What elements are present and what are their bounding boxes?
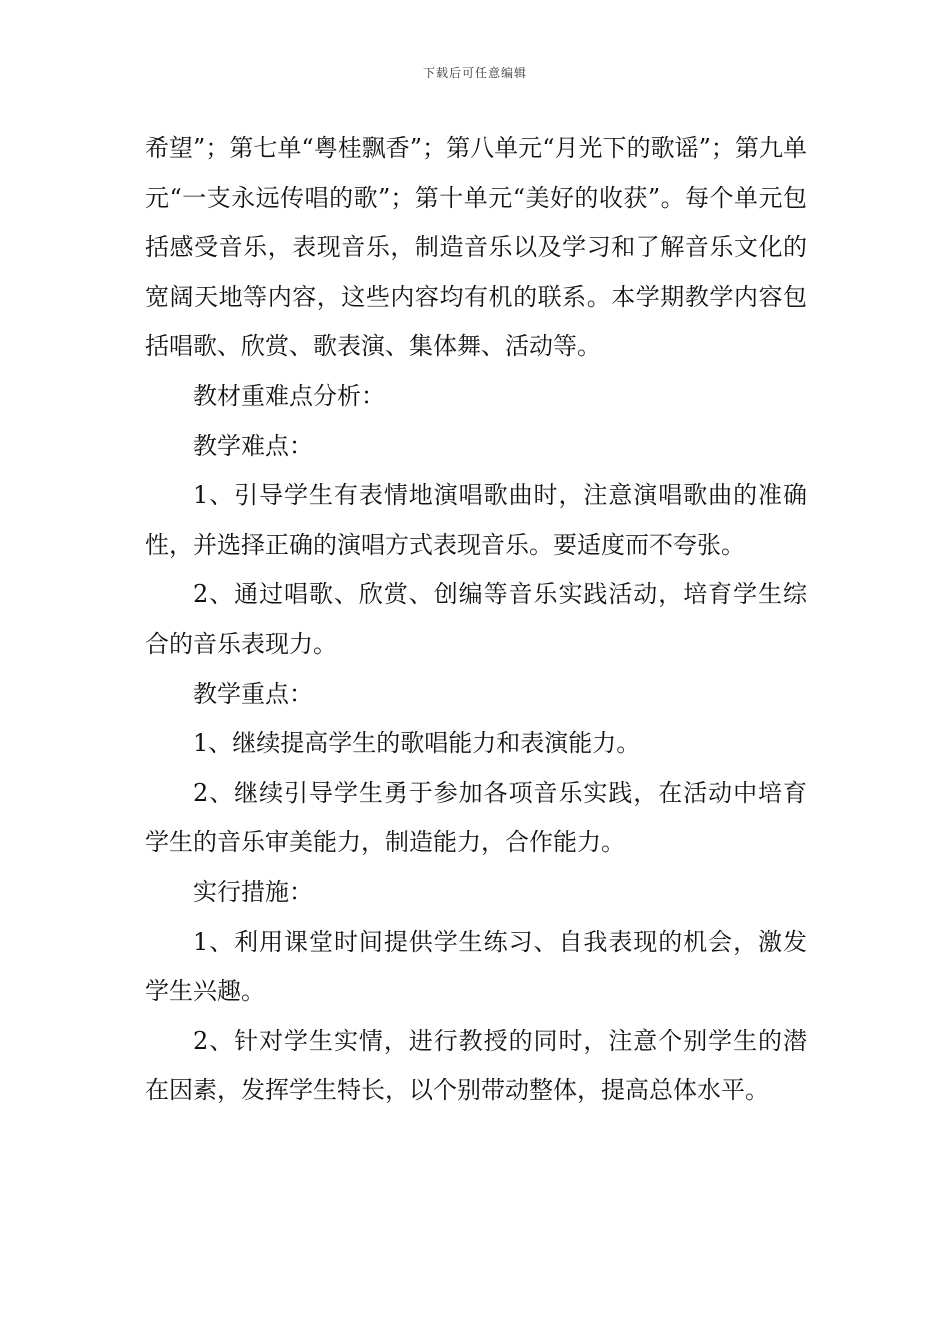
paragraph-measure-1: 1、利用课堂时间提供学生练习、自我表现的机会，激发学生兴趣。 bbox=[145, 927, 807, 1006]
heading-teaching-difficulties: 教学难点： bbox=[193, 431, 313, 460]
paragraph-focus-1: 1、继续提高学生的歌唱能力和表演能力。 bbox=[193, 729, 641, 758]
paragraph-measure-2: 2、针对学生实情，进行教授的同时，注意个别学生的潜在因素，发挥学生特长，以个别带动整体，提高总体水平。 bbox=[145, 1026, 807, 1105]
header-note: 下载后可任意编辑 bbox=[422, 66, 527, 80]
document-body bbox=[145, 124, 807, 1116]
heading-key-difficult-analysis: 教材重难点分析： bbox=[193, 381, 385, 410]
paragraph-unit-overview: 希望”；第七单“粤桂飘香”；第八单元“月光下的歌谣”；第九单元“一支永远传唱的歌”；第十单元“美好的收获”。每个单元包括感受音乐，表现音乐，制造音乐以及学习和了解音乐文化的宽阔天地等内容，这些内容均有机的联系。本学期教学内容包括唱歌、欣赏、歌表演、集体舞、活动等。 bbox=[145, 134, 807, 361]
heading-teaching-focus: 教学重点： bbox=[193, 679, 313, 708]
heading-implementation-measures: 实行措施： bbox=[193, 877, 313, 906]
paragraph-difficulty-2: 2、通过唱歌、欣赏、创编等音乐实践活动，培育学生综合的音乐表现力。 bbox=[145, 580, 807, 658]
paragraph-difficulty-1: 1、引导学生有表情地演唱歌曲时，注意演唱歌曲的准确性，并选择正确的演唱方式表现音乐。要适度而不夸张。 bbox=[145, 481, 807, 559]
paragraph-focus-2: 2、继续引导学生勇于参加各项音乐实践，在活动中培育学生的音乐审美能力，制造能力，合作能力。 bbox=[145, 778, 807, 857]
